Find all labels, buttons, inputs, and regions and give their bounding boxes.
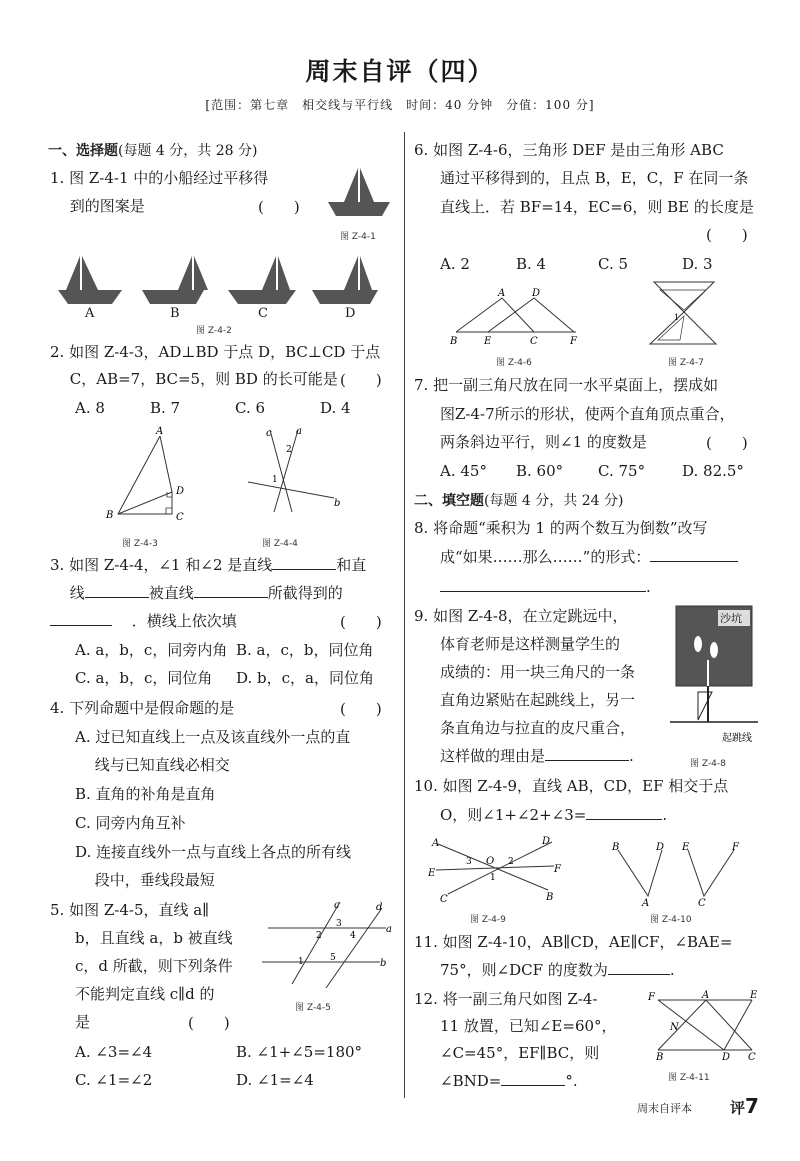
q1-choice-b: B (170, 306, 180, 321)
fig6-label-d: D (532, 288, 541, 299)
fig10-label-c: C (698, 898, 706, 906)
q11-end: . (669, 961, 675, 979)
q3-line-2 (50, 583, 343, 603)
section-fill-note: (每题 4 分，共 24 分) (484, 493, 624, 509)
fig3-label-c: C (176, 512, 184, 523)
q4-option-a[interactable]: A. 过已知直线上一点及该直线外一点的直 (75, 728, 351, 746)
q6-option-a[interactable]: A. 2 (440, 255, 470, 273)
page-title: 周末自评（四） (305, 57, 495, 86)
q3-line-1 (50, 555, 366, 575)
figure-caption: 图 Z-4-4 (262, 539, 298, 549)
q10-line-2-text: O，则∠1+∠2+∠3= (440, 806, 587, 824)
q2-option-b[interactable]: B. 7 (150, 399, 181, 417)
q4-option-a-cont: 线与已知直线必相交 (75, 756, 230, 774)
q3-blank-3[interactable] (194, 583, 268, 598)
q6-option-c[interactable]: C. 5 (598, 255, 629, 273)
fig5-label-3: 3 (336, 919, 342, 929)
figure-z-4-1 (322, 164, 394, 222)
q5-option-a[interactable]: A. ∠3=∠4 (75, 1043, 153, 1061)
fig10-label-f: F (732, 842, 739, 853)
q3-blank-4[interactable] (50, 611, 112, 626)
boat-sail (344, 168, 358, 202)
q5-option-c[interactable]: C. ∠1=∠2 (75, 1071, 153, 1089)
q9-line-6 (440, 746, 634, 766)
q8-line-1: 8. 将命题“乘积为 1 的两个数互为倒数”改写 (414, 519, 708, 537)
figure-caption: 图 Z-4-9 (470, 915, 506, 925)
q8-end: . (646, 578, 651, 596)
q8-blank-1[interactable] (650, 547, 738, 562)
q9-line-4: 直角边紧贴在起跳线上，另一 (440, 691, 636, 709)
q8-blank-2[interactable] (440, 577, 646, 592)
triangle-ruler (698, 692, 712, 720)
q7-line-3: 两条斜边平行，则∠1 的度数是 (440, 433, 647, 451)
q5-option-d[interactable]: D. ∠1=∠4 (236, 1071, 314, 1089)
column-divider (404, 132, 405, 1098)
figure-z-4-6 (446, 286, 586, 346)
fig9-label-b: B (546, 892, 554, 903)
fig10-label-a: A (642, 898, 650, 906)
section-choice-title (48, 140, 257, 160)
q10-blank[interactable] (586, 805, 662, 820)
q11-line-1: 11. 如图 Z-4-10，AB∥CD，AE∥CF，∠BAE= (414, 933, 733, 951)
q5-line-5: 是 (75, 1013, 91, 1031)
fig10-label-b: B (612, 842, 620, 853)
fig9-label-d: D (542, 836, 551, 847)
fig9-label-c: C (440, 894, 448, 904)
fig11-label-a: A (702, 990, 710, 1001)
figure-caption: 图 Z-4-3 (122, 539, 158, 549)
fig11-label-e: E (750, 990, 758, 1001)
fig10-label-e: E (682, 842, 690, 853)
fig11-label-d: D (722, 1052, 731, 1062)
q9-line-1: 9. 如图 Z-4-8，在立定跳远中， (414, 607, 628, 625)
fig11-label-n: N (670, 1022, 679, 1033)
fig5-label-4: 4 (350, 931, 356, 941)
figure-caption: 图 Z-4-10 (650, 915, 692, 925)
fig7-label-1: 1 (674, 313, 680, 322)
section-choice-label: 一、选择题 (48, 143, 118, 159)
q1-line-1: 1. 图 Z-4-1 中的小船经过平移得 (50, 169, 269, 187)
footprint-right (710, 642, 718, 658)
q7-option-c[interactable]: C. 75° (598, 462, 646, 480)
q5-line-3: c，d 所截，则下列条件 (75, 957, 233, 975)
q3-text-3: ．横线上依次填 (112, 612, 237, 630)
fig11-label-b: B (656, 1052, 664, 1062)
q5-option-b[interactable]: B. ∠1+∠5=180° (236, 1043, 363, 1061)
q3-line-3 (50, 611, 237, 631)
q6-line-2: 通过平移得到的，且点 B，E，C，F 在同一条 (440, 169, 749, 187)
figure-z-4-9 (428, 832, 564, 904)
q7-option-b[interactable]: B. 60° (516, 462, 564, 480)
figure-caption: 图 Z-4-5 (295, 1003, 331, 1013)
section-fill-label: 二、填空题 (414, 493, 484, 509)
fig6-label-a: A (498, 288, 506, 299)
q12-line-3: ∠C=45°，EF∥BC，则 (440, 1044, 600, 1062)
q2-line-2: C，AB=7，BC=5，则 BD 的长可能是 (50, 370, 338, 388)
footprint-left (694, 636, 702, 652)
figure-caption: 图 Z-4-11 (668, 1073, 710, 1083)
q3-text-2c: 所截得到的 (267, 584, 343, 602)
q4-answer-paren[interactable]: ( ) (340, 700, 382, 718)
q4-option-c[interactable]: C. 同旁内角互补 (75, 814, 186, 832)
fig10-label-d: D (656, 842, 665, 853)
figure-z-4-4 (240, 424, 350, 524)
fig9-label-e: E (428, 868, 436, 879)
fig5-label-5: 5 (330, 953, 336, 963)
q1-choice-c: C (258, 306, 268, 321)
figure-caption: 图 Z-4-8 (690, 759, 726, 769)
q3-text-1b: 和直 (336, 556, 367, 574)
boat-option-c[interactable] (228, 256, 296, 304)
q3-option-b[interactable]: B. a，c，b，同位角 (236, 641, 374, 659)
q12-line-4-text: ∠BND= (440, 1072, 502, 1090)
figure-z-4-10 (608, 840, 748, 906)
q3-blank-1[interactable] (272, 555, 336, 570)
fig9-label-2: 2 (508, 857, 514, 867)
figure-z-4-11 (644, 988, 760, 1062)
boat-option-d[interactable] (312, 256, 378, 304)
q8-line-3 (440, 577, 651, 597)
boat-sail-right (360, 168, 374, 202)
q5-line-2: b，且直线 a，b 被直线 (75, 929, 233, 947)
q1-answer-paren[interactable]: ( ) (258, 198, 300, 216)
figure-z-4-3 (100, 424, 200, 524)
exam-meta: [范围：第七章 相交线与平行线 时间：40 分钟 分值：100 分] (205, 98, 595, 112)
q3-option-c[interactable]: C. a，b，c，同位角 (75, 669, 213, 687)
fig6-label-b: B (450, 336, 458, 346)
figure-caption: 图 Z-4-7 (668, 358, 704, 368)
q5-line-4: 不能判定直线 c∥d 的 (75, 985, 215, 1003)
fig9-label-f: F (554, 864, 561, 875)
q7-line-1: 7. 把一副三角尺放在同一水平桌面上，摆成如 (414, 376, 719, 394)
fig4-label-2: 2 (286, 445, 292, 455)
q3-text-2b: 被直线 (148, 584, 194, 602)
page-prefix: 评 (730, 1099, 746, 1117)
fig5-label-a: a (386, 924, 392, 935)
q10-end: . (662, 806, 668, 824)
q9-line-6-text: 这样做的理由是 (440, 747, 546, 765)
fig9-label-3: 3 (466, 857, 472, 867)
figure-z-4-2 (50, 250, 390, 322)
figure-z-4-7 (640, 278, 724, 354)
q4-option-d-cont: 段中，垂线段最短 (75, 871, 215, 889)
page-number-value: 7 (745, 1094, 759, 1118)
q2-line-1: 2. 如图 Z-4-3，AD⊥BD 于点 D，BC⊥CD 于点 (50, 343, 381, 361)
q5-answer-paren[interactable]: ( ) (188, 1014, 230, 1032)
q9-line-5: 条直角边与拉直的皮尺重合， (440, 719, 636, 737)
fig9-label-1: 1 (490, 873, 496, 883)
q12-blank[interactable] (501, 1071, 565, 1086)
fig5-label-b: b (380, 958, 387, 969)
fig6-label-f: F (570, 336, 577, 346)
fig11-label-f: F (648, 992, 655, 1003)
fig4-label-1: 1 (272, 475, 278, 485)
q10-line-1: 10. 如图 Z-4-9，直线 AB，CD，EF 相交于点 (414, 777, 729, 795)
q4-option-d[interactable]: D. 连接直线外一点与直线上各点的所有线 (75, 843, 352, 861)
q3-text-2a: 线 (50, 584, 85, 602)
q9-line-3: 成绩的：用一块三角尺的一条 (440, 663, 636, 681)
q1-line-2: 到的图案是 (50, 197, 145, 215)
fig11-label-c: C (748, 1052, 756, 1062)
boat-hull (328, 202, 390, 216)
figure-caption: 图 Z-4-1 (340, 232, 376, 242)
q2-option-c[interactable]: C. 6 (235, 399, 266, 417)
q3-blank-2[interactable] (85, 583, 149, 598)
q9-line-2: 体育老师是这样测量学生的 (440, 635, 621, 653)
sand-pit-label: 沙坑 (720, 612, 742, 625)
fig3-label-a: A (156, 426, 164, 437)
section-fill-title (414, 490, 623, 510)
footer-book-title: 周末自评本 (637, 1102, 692, 1115)
q5-line-1: 5. 如图 Z-4-5，直线 a∥ (50, 901, 210, 919)
q1-choice-a: A (85, 306, 95, 321)
q6-line-1: 6. 如图 Z-4-6，三角形 DEF 是由三角形 ABC (414, 141, 724, 159)
q12-end: °. (565, 1072, 578, 1090)
fig4-label-c: c (266, 428, 272, 439)
q10-line-2 (440, 805, 667, 825)
q2-option-d[interactable]: D. 4 (320, 399, 351, 417)
boat-option-a[interactable] (58, 256, 122, 304)
q11-blank[interactable] (608, 960, 670, 975)
q11-line-2 (440, 960, 675, 980)
figure-z-4-8 (668, 604, 760, 746)
q12-line-2: 11 放置，已知∠E=60°， (440, 1017, 617, 1035)
q6-answer-paren[interactable]: ( ) (706, 226, 748, 244)
q2-option-a[interactable]: A. 8 (75, 399, 105, 417)
q7-answer-paren[interactable]: ( ) (706, 434, 748, 452)
q12-line-4 (440, 1071, 578, 1091)
boat-option-b[interactable] (142, 256, 208, 304)
q7-option-d[interactable]: D. 82.5° (682, 462, 744, 480)
q3-option-a[interactable]: A. a，b，c，同旁内角 (75, 641, 228, 659)
fig3-label-b: B (106, 510, 114, 521)
q3-answer-paren[interactable]: ( ) (340, 613, 382, 631)
q8-line-2-text: 成“如果……那么……”的形式： (440, 548, 651, 566)
q6-line-3: 直线上．若 BF=14，EC=6，则 BE 的长度是 (440, 198, 754, 216)
q3-text-1: 3. 如图 Z-4-4，∠1 和∠2 是直线 (50, 556, 273, 574)
fig5-label-d: d (376, 902, 383, 913)
q9-blank[interactable] (545, 746, 629, 761)
q3-option-d[interactable]: D. b，c，a，同位角 (236, 669, 374, 687)
fig5-label-2: 2 (316, 931, 322, 941)
q7-line-2: 图Z-4-7所示的形状，使两个直角顶点重合， (440, 405, 735, 423)
q6-option-d[interactable]: D. 3 (682, 255, 713, 273)
q1-choice-d: D (345, 306, 356, 321)
q2-answer-paren[interactable]: ( ) (340, 371, 382, 389)
figure-caption: 图 Z-4-2 (196, 326, 232, 336)
fig5-label-c: c (334, 900, 340, 911)
q11-line-2-text: 75°，则∠DCF 的度数为 (440, 961, 608, 979)
takeoff-line-label: 起跳线 (722, 733, 752, 744)
q4-option-b[interactable]: B. 直角的补角是直角 (75, 785, 216, 803)
q9-end: . (629, 747, 634, 765)
q7-option-a[interactable]: A. 45° (440, 462, 487, 480)
figure-z-4-5 (258, 898, 394, 990)
page-number (730, 1094, 759, 1118)
q12-line-1: 12. 将一副三角尺如图 Z-4- (414, 990, 598, 1008)
fig4-label-a: a (296, 426, 302, 437)
section-choice-note: (每题 4 分，共 28 分) (118, 143, 258, 159)
q8-line-2 (440, 547, 738, 567)
q4-stem: 4. 下列命题中是假命题的是 (50, 699, 235, 717)
fig9-label-o: O (486, 856, 495, 867)
fig6-label-e: E (484, 336, 492, 346)
fig9-label-a: A (432, 838, 440, 849)
fig5-label-1: 1 (298, 957, 304, 967)
q6-option-b[interactable]: B. 4 (516, 255, 547, 273)
fig6-label-c: C (530, 336, 538, 346)
fig4-label-b: b (334, 498, 341, 509)
figure-caption: 图 Z-4-6 (496, 358, 532, 368)
fig3-label-d: D (176, 486, 185, 497)
